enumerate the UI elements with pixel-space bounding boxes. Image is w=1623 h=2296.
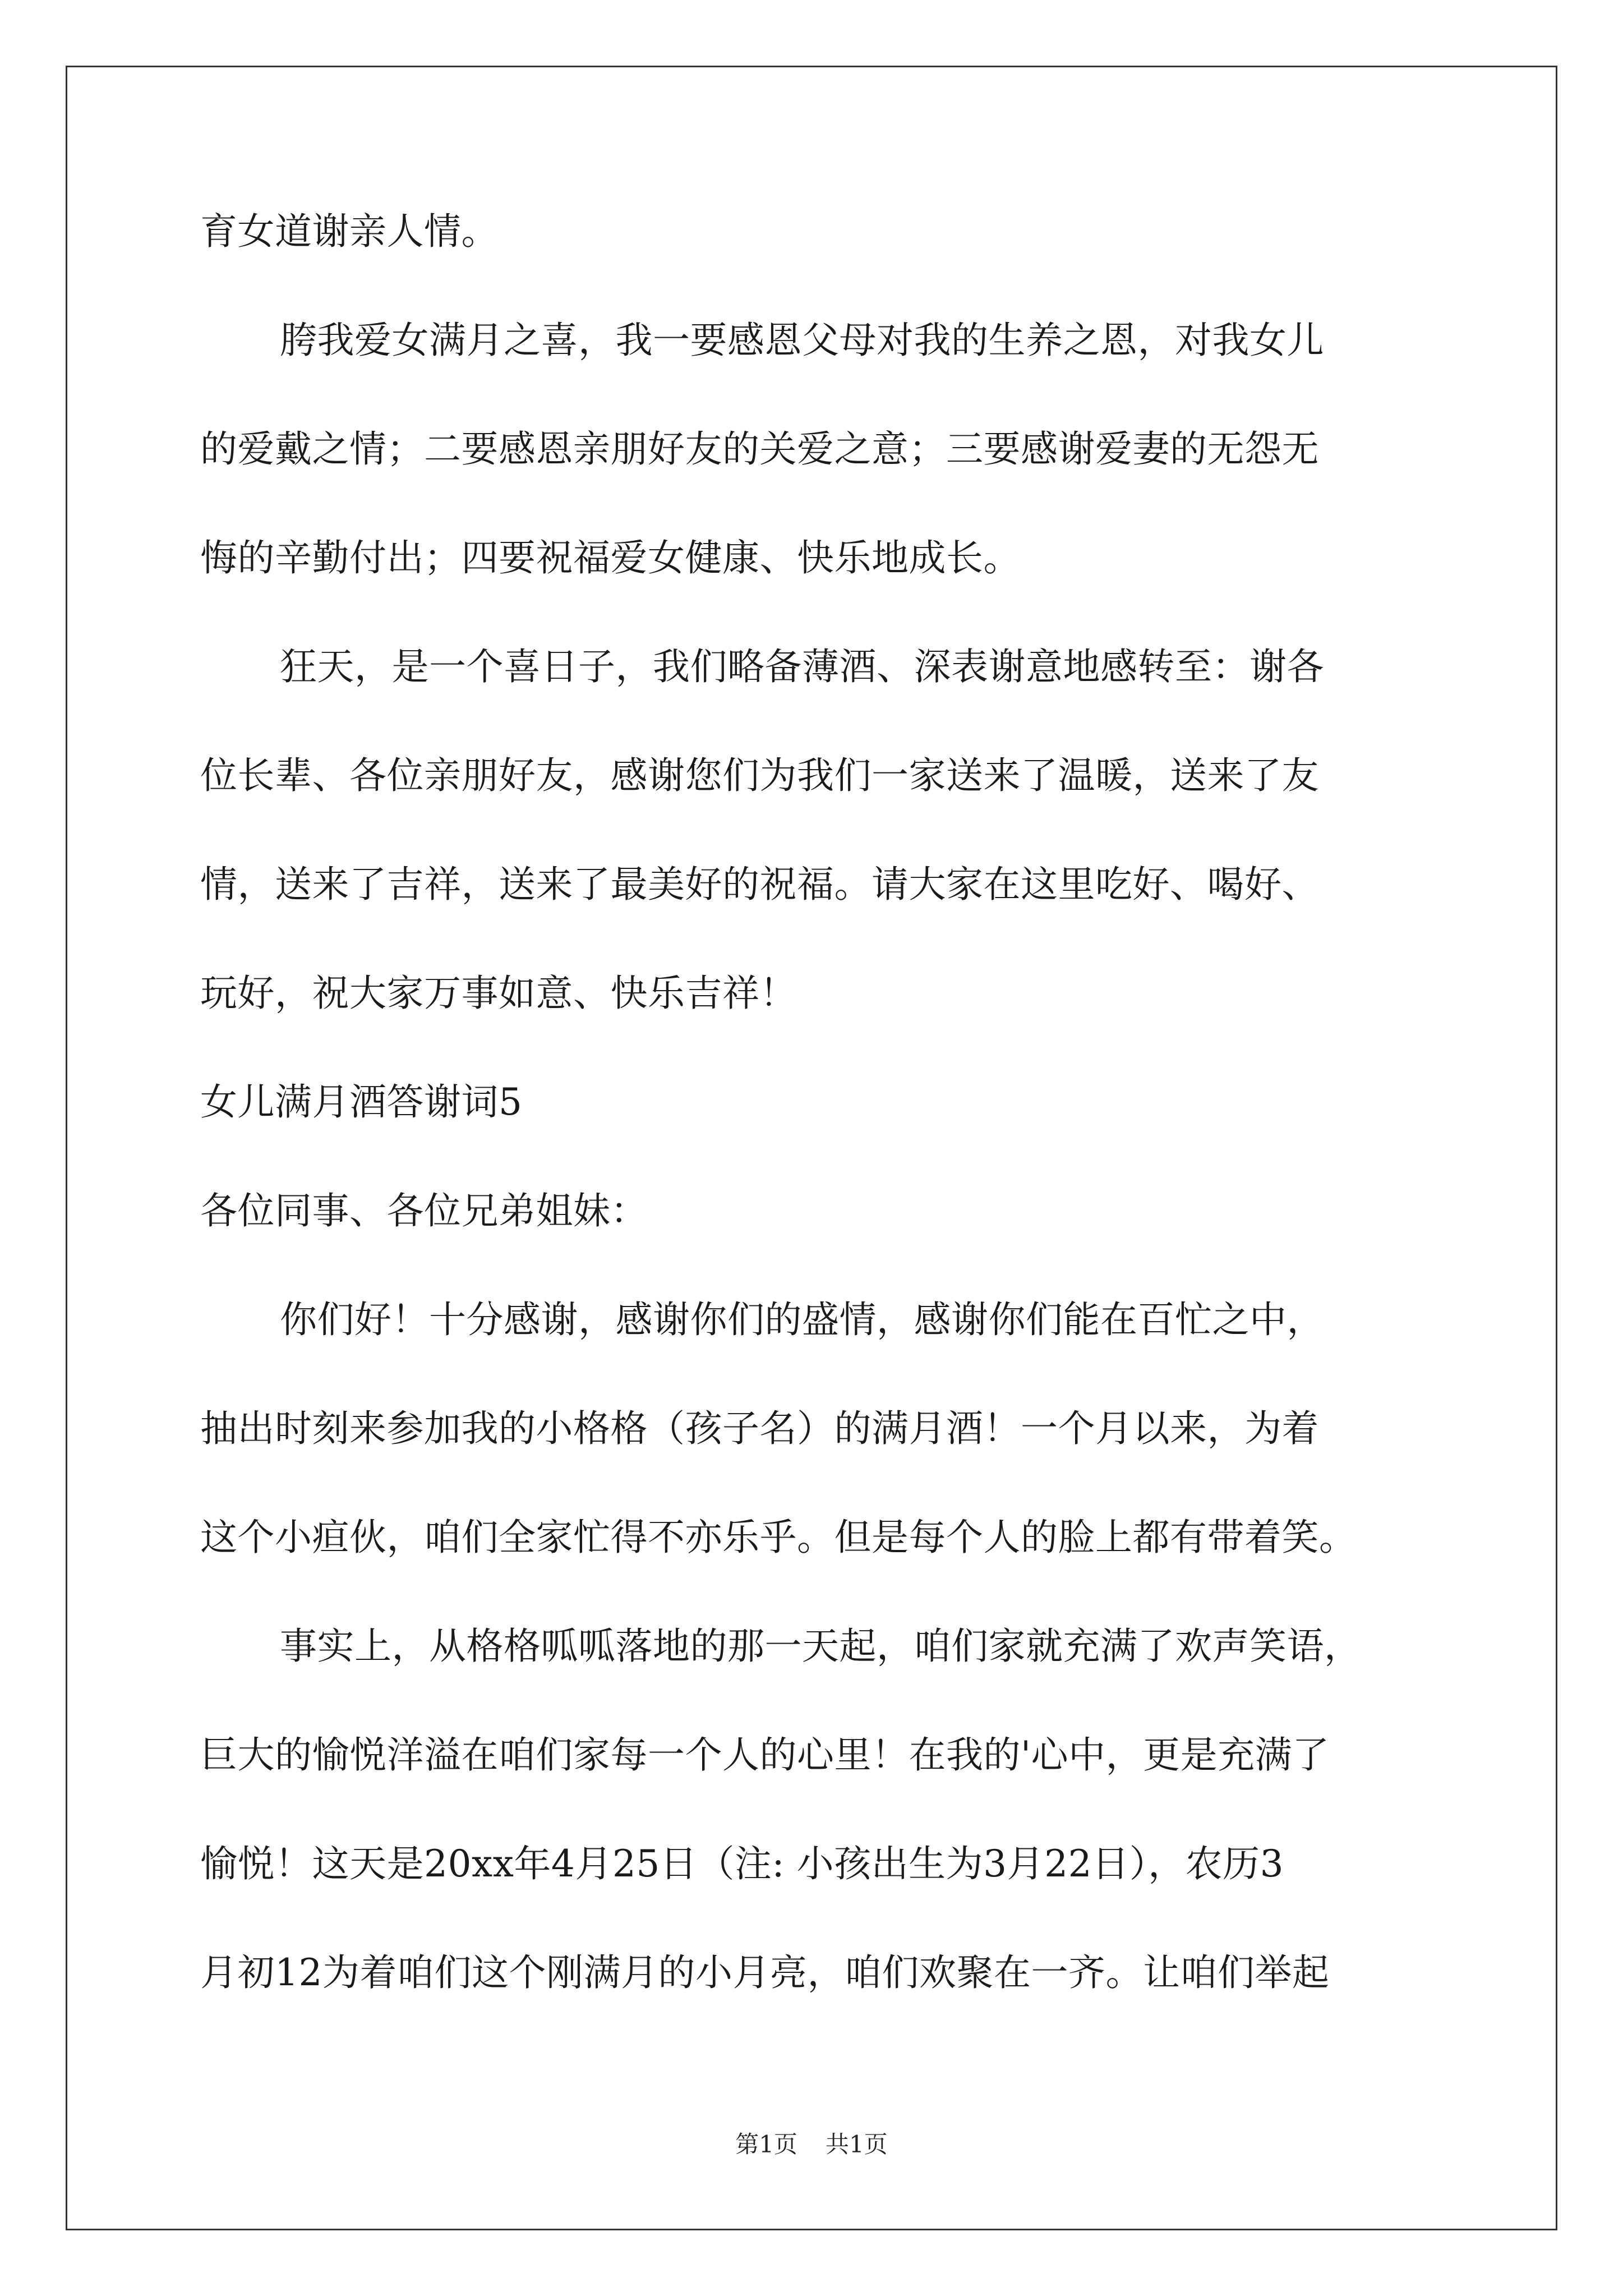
page-number: 第1页 [735, 2131, 797, 2158]
body-line: 玩好，祝大家万事如意、快乐吉祥！ [200, 972, 797, 1015]
body-line: 月初12为着咱们这个刚满月的小月亮，咱们欢聚在一齐。让咱们举起 [200, 1951, 1330, 1994]
body-line: 愉悦！这天是20xx年4月25日（注: 小孩出生为3月22日），农历3 [200, 1842, 1284, 1885]
body-line: 这个小疸伙，咱们全家忙得不亦乐乎。但是每个人的脸上都有带着笑。 [200, 1516, 1357, 1559]
body-line: 的爱戴之情；二要感恩亲朋好友的关爱之意；三要感谢爱妻的无怨无 [200, 427, 1319, 471]
paragraph-line: 狂天，是一个喜日子，我们略备薄酒、深表谢意地感转至：谢各 [280, 645, 1324, 688]
section-heading: 女儿满月酒答谢词5 [200, 1080, 523, 1124]
paragraph-line: 胯我爱女满月之喜，我一要感恩父母对我的生养之恩，对我女儿 [280, 319, 1324, 362]
paragraph-line: 事实上，从格格呱呱落地的那一天起，咱们家就充满了欢声笑语， [280, 1625, 1362, 1668]
body-line: 育女道谢亲人情。 [200, 210, 499, 253]
page-total: 共1页 [826, 2131, 888, 2158]
document-body [200, 210, 1431, 2063]
salutation: 各位同事、各位兄弟姐妹： [200, 1189, 648, 1232]
body-line: 情，送来了吉祥，送来了最美好的祝福。请大家在这里吃好、喝好、 [200, 863, 1319, 906]
page-footer [0, 2131, 1623, 2159]
body-line: 巨大的愉悦洋溢在咱们家每一个人的心里！在我的'心中，更是充满了 [200, 1733, 1330, 1777]
body-line: 悔的辛勤付出；四要祝福爱女健康、快乐地成长。 [200, 536, 1021, 579]
paragraph-line: 你们好！十分感谢，感谢你们的盛情，感谢你们能在百忙之中， [280, 1298, 1324, 1341]
body-line: 位长辈、各位亲朋好友，感谢您们为我们一家送来了温暖，送来了友 [200, 754, 1319, 797]
body-line: 抽出时刻来参加我的小格格（孩子名）的满月酒！一个月以来，为着 [200, 1407, 1319, 1450]
